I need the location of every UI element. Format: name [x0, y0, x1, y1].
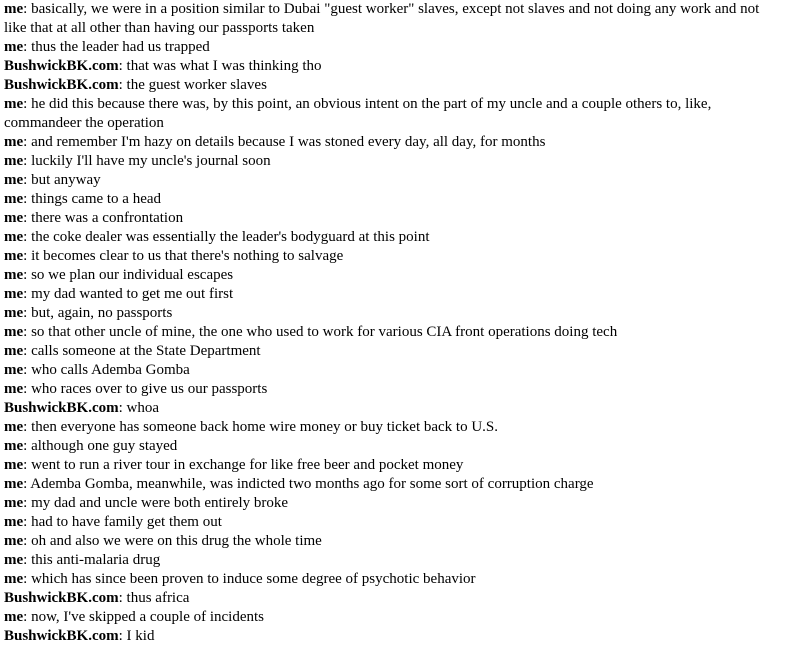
message-text: although one guy stayed	[31, 438, 178, 454]
message-separator: :	[23, 324, 32, 340]
message-text: who calls Ademba Gomba	[31, 362, 190, 378]
message-separator: :	[23, 305, 32, 321]
message-speaker: me	[4, 191, 24, 207]
message-text: oh and also we were on this drug the whole time	[31, 533, 322, 549]
message-text: the guest worker slaves	[126, 77, 267, 93]
message-speaker: BushwickBK.com	[4, 58, 119, 74]
message-speaker: me	[4, 324, 24, 340]
message-speaker: me	[4, 210, 24, 226]
message-separator: :	[23, 229, 32, 245]
message-separator: :	[23, 286, 32, 302]
message-speaker: BushwickBK.com	[4, 77, 119, 93]
message-separator: :	[23, 343, 32, 359]
chat-message	[4, 456, 780, 475]
message-text: it becomes clear to us that there's nothing to salvage	[31, 248, 344, 264]
message-speaker: me	[4, 457, 24, 473]
chat-message	[4, 76, 780, 95]
chat-message	[4, 95, 780, 133]
message-separator: :	[23, 248, 32, 264]
message-separator: :	[118, 400, 127, 416]
chat-message	[4, 380, 780, 399]
chat-message	[4, 399, 780, 418]
message-speaker: me	[4, 96, 24, 112]
message-speaker: me	[4, 153, 24, 169]
chat-message	[4, 57, 780, 76]
message-separator: :	[118, 590, 127, 606]
chat-message	[4, 304, 780, 323]
message-separator: :	[23, 39, 32, 55]
message-text: that was what I was thinking tho	[126, 58, 322, 74]
message-speaker: BushwickBK.com	[4, 590, 119, 606]
message-separator: :	[23, 1, 32, 17]
chat-message	[4, 513, 780, 532]
message-speaker: me	[4, 476, 24, 492]
message-text: things came to a head	[31, 191, 162, 207]
message-separator: :	[118, 77, 127, 93]
message-separator: :	[23, 476, 31, 492]
message-speaker: me	[4, 571, 24, 587]
message-separator: :	[23, 495, 32, 511]
message-separator: :	[118, 58, 127, 74]
message-speaker: me	[4, 229, 24, 245]
message-speaker: me	[4, 362, 24, 378]
message-separator: :	[23, 438, 32, 454]
chat-message	[4, 418, 780, 437]
chat-message	[4, 323, 780, 342]
message-text: now, I've skipped a couple of incidents	[31, 609, 264, 625]
message-speaker: me	[4, 305, 24, 321]
chat-message	[4, 266, 780, 285]
chat-message	[4, 608, 780, 627]
message-text: then everyone has someone back home wire money or buy ticket back to U.S.	[31, 419, 499, 435]
message-separator: :	[23, 153, 32, 169]
message-separator: :	[23, 210, 32, 226]
message-text: but anyway	[31, 172, 101, 188]
message-separator: :	[23, 267, 32, 283]
message-separator: :	[23, 571, 32, 587]
message-text: so that other uncle of mine, the one who used to work for various CIA front operations doing tech	[31, 324, 618, 340]
message-text: who races over to give us our passports	[31, 381, 268, 397]
message-speaker: BushwickBK.com	[4, 628, 119, 644]
chat-message	[4, 171, 780, 190]
chat-message	[4, 247, 780, 266]
message-text: thus africa	[126, 590, 190, 606]
chat-message	[4, 627, 780, 646]
message-text: he did this because there was, by this point, an obvious intent on the part of my uncle and a couple others to, like, commandeer the operation	[4, 96, 712, 131]
message-speaker: me	[4, 533, 24, 549]
chat-message	[4, 209, 780, 228]
message-text: I kid	[126, 628, 155, 644]
chat-message	[4, 475, 780, 494]
chat-message	[4, 437, 780, 456]
message-text: had to have family get them out	[31, 514, 222, 530]
message-text: basically, we were in a position similar to Dubai "guest worker" slaves, except not slaves and not doing any work and not like that at all other than having our passports taken	[4, 1, 760, 36]
chat-message	[4, 494, 780, 513]
message-speaker: me	[4, 495, 24, 511]
message-speaker: me	[4, 419, 24, 435]
message-speaker: me	[4, 286, 24, 302]
chat-message	[4, 570, 780, 589]
message-separator: :	[118, 628, 127, 644]
chat-message	[4, 551, 780, 570]
message-speaker: me	[4, 438, 24, 454]
message-speaker: me	[4, 134, 24, 150]
message-speaker: me	[4, 552, 24, 568]
message-speaker: me	[4, 267, 24, 283]
message-separator: :	[23, 134, 32, 150]
message-text: my dad and uncle were both entirely broke	[31, 495, 289, 511]
message-speaker: me	[4, 609, 24, 625]
message-text: my dad wanted to get me out first	[31, 286, 234, 302]
message-separator: :	[23, 457, 32, 473]
message-separator: :	[23, 419, 32, 435]
message-speaker: me	[4, 343, 24, 359]
chat-message	[4, 133, 780, 152]
message-text: thus the leader had us trapped	[31, 39, 210, 55]
chat-message	[4, 589, 780, 608]
chat-message	[4, 342, 780, 361]
message-text: and remember I'm hazy on details because I was stoned every day, all day, for months	[31, 134, 546, 150]
chat-message	[4, 190, 780, 209]
message-text: but, again, no passports	[31, 305, 173, 321]
message-text: luckily I'll have my uncle's journal soon	[31, 153, 271, 169]
message-speaker: BushwickBK.com	[4, 400, 119, 416]
message-text: which has since been proven to induce some degree of psychotic behavior	[31, 571, 476, 587]
message-separator: :	[23, 381, 32, 397]
chat-message	[4, 228, 780, 247]
message-speaker: me	[4, 514, 24, 530]
chat-message	[4, 152, 780, 171]
message-speaker: me	[4, 381, 24, 397]
message-text: calls someone at the State Department	[31, 343, 261, 359]
message-speaker: me	[4, 248, 24, 264]
message-speaker: me	[4, 172, 24, 188]
message-separator: :	[23, 533, 32, 549]
message-text: the coke dealer was essentially the leader's bodyguard at this point	[31, 229, 430, 245]
chat-message	[4, 361, 780, 380]
chat-transcript	[4, 0, 780, 646]
message-separator: :	[23, 362, 32, 378]
message-text: this anti-malaria drug	[31, 552, 161, 568]
message-text: whoa	[126, 400, 160, 416]
chat-message	[4, 38, 780, 57]
chat-message	[4, 285, 780, 304]
message-text: there was a confrontation	[31, 210, 184, 226]
message-text: went to run a river tour in exchange for like free beer and pocket money	[31, 457, 464, 473]
message-text: Ademba Gomba, meanwhile, was indicted two months ago for some sort of corruption charge	[30, 476, 594, 492]
message-separator: :	[23, 191, 32, 207]
message-separator: :	[23, 96, 32, 112]
message-separator: :	[23, 609, 32, 625]
message-speaker: me	[4, 39, 24, 55]
message-text: so we plan our individual escapes	[31, 267, 234, 283]
chat-message	[4, 0, 780, 38]
message-speaker: me	[4, 1, 24, 17]
message-separator: :	[23, 172, 32, 188]
message-separator: :	[23, 552, 32, 568]
message-separator: :	[23, 514, 32, 530]
chat-message	[4, 532, 780, 551]
